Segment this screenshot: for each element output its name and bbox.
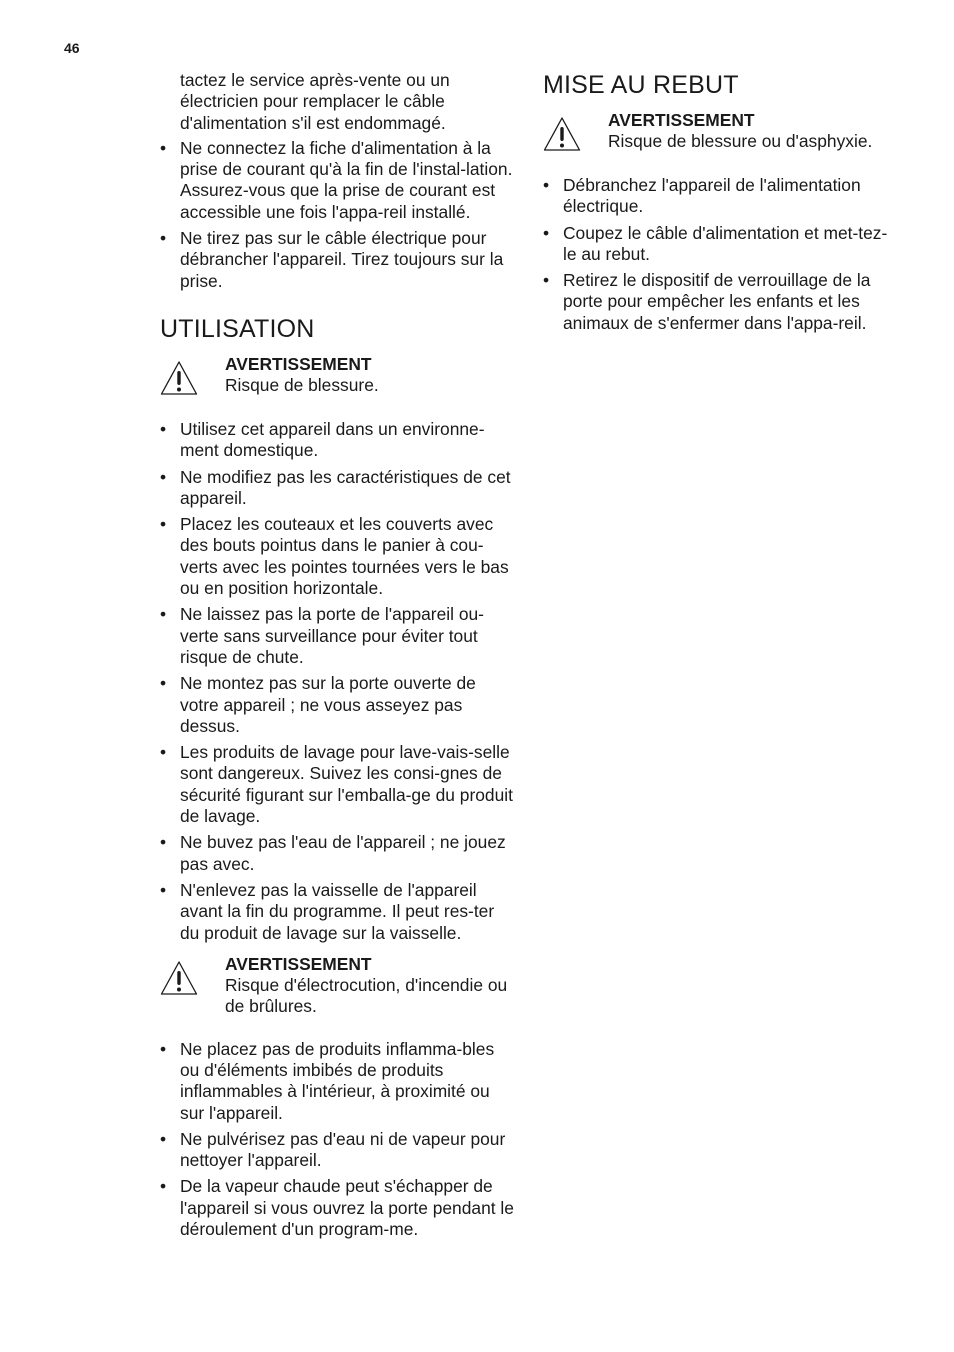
list-item-text: Ne buvez pas l'eau de l'appareil ; ne jouez pas avec.: [180, 832, 506, 874]
bullet-list-utilisation: [160, 419, 516, 944]
list-item: [160, 138, 516, 223]
bullet-dot: •: [160, 1038, 167, 1059]
list-item: [160, 673, 516, 737]
right-column: [543, 70, 895, 339]
list-item: [160, 1176, 516, 1240]
page-number: 46: [64, 40, 80, 56]
list-item: [160, 742, 516, 827]
list-item: [543, 270, 895, 334]
list-item-text: Ne placez pas de produits inflamma-bles ou d'éléments imbibés de produits inflammables à l'intérieur, à proximité ou sur l'appareil.: [180, 1038, 495, 1123]
list-item-text: Ne modifiez pas les caractéristiques de cet appareil.: [180, 466, 511, 508]
list-item-text: Ne laissez pas la porte de l'appareil ou-verte sans surveillance pour éviter tout risque de chute.: [180, 604, 484, 667]
list-item-text: Les produits de lavage pour lave-vais-selle sont dangereux. Suivez les consi-gnes de sécurité figurant sur l'emballa-ge du produit de lavage.: [180, 742, 513, 827]
bullet-dot: •: [160, 742, 167, 763]
warning-title: AVERTISSEMENT: [225, 953, 372, 974]
list-item-text: N'enlevez pas la vaisselle de l'appareil avant la fin du programme. Il peut res-ter du produit de lavage sur la vaisselle.: [180, 879, 495, 943]
list-item-text: Utilisez cet appareil dans un environne-ment domestique.: [180, 418, 485, 461]
bullet-dot: •: [543, 270, 550, 291]
list-item: [543, 175, 895, 218]
bullet-dot: •: [160, 418, 167, 439]
warning-title: AVERTISSEMENT: [225, 353, 372, 374]
bullet-dot: •: [160, 1128, 167, 1149]
list-item-text: Débranchez l'appareil de l'alimentation électrique.: [563, 175, 861, 217]
list-item: [160, 1039, 516, 1124]
warning-title: AVERTISSEMENT: [608, 110, 755, 130]
continuation-paragraph: tactez le service après-vente ou un électricien pour remplacer le câble d'alimentation s'il est endommagé.: [180, 70, 450, 133]
bullet-dot: •: [543, 222, 550, 243]
bullet-dot: •: [160, 466, 167, 487]
list-item: [160, 1129, 516, 1172]
list-item-text: Retirez le dispositif de verrouillage de la porte pour empêcher les enfants et les animaux de s'enfermer dans l'appa-reil.: [563, 270, 871, 333]
warning-text: Risque d'électrocution, d'incendie ou de brûlures.: [225, 975, 508, 1017]
left-column: [160, 70, 516, 1245]
list-item-text: Ne tirez pas sur le câble électrique pour débrancher l'appareil. Tirez toujours sur la prise.: [180, 228, 504, 291]
bullet-list-top: [160, 138, 516, 292]
warning-triangle-icon: [160, 960, 198, 996]
list-item: [160, 604, 516, 668]
list-item: [160, 228, 516, 292]
warning-box: [160, 954, 516, 1018]
section-title-mise-au-rebut: MISE AU REBUT: [543, 71, 739, 99]
section-title-utilisation: UTILISATION: [160, 314, 315, 343]
list-item-text: Coupez le câble d'alimentation et met-tez-le au rebut.: [563, 222, 888, 264]
list-item-text: Ne pulvérisez pas d'eau ni de vapeur pour nettoyer l'appareil.: [180, 1128, 506, 1171]
list-item-text: Placez les couteaux et les couverts avec des bouts pointus dans le panier à cou-verts avec les pointes tournées vers le bas ou en position horizontale.: [180, 514, 509, 599]
warning-text: Risque de blessure.: [225, 375, 379, 396]
list-item: [160, 832, 516, 875]
bullet-dot: •: [160, 673, 167, 694]
bullet-dot: •: [160, 879, 167, 900]
bullet-dot: •: [160, 1176, 167, 1197]
warning-triangle-icon: [543, 116, 581, 152]
list-item-text: Ne montez pas sur la porte ouverte de votre appareil ; ne vous asseyez pas dessus.: [180, 673, 476, 736]
list-item: [160, 419, 516, 462]
bullet-list-fire-risk: [160, 1039, 516, 1241]
list-item: [160, 880, 516, 944]
warning-box: [543, 110, 895, 154]
bullet-list-disposal: [543, 175, 895, 334]
bullet-dot: •: [160, 514, 167, 535]
bullet-dot: •: [160, 604, 167, 625]
warning-triangle-icon: [160, 360, 198, 396]
list-item-text: De la vapeur chaude peut s'échapper de l'appareil si vous ouvrez la porte pendant le déroulement d'un program-me.: [180, 1176, 514, 1240]
list-item: [160, 467, 516, 510]
list-item-text: Ne connectez la fiche d'alimentation à la prise de courant qu'à la fin de l'instal-lation. Assurez-vous que la prise de courant est accessible une fois l'appa-reil installé.: [180, 137, 513, 222]
list-item: [160, 514, 516, 599]
warning-box: [160, 354, 516, 398]
bullet-dot: •: [543, 175, 550, 195]
bullet-dot: •: [160, 228, 167, 249]
list-item: [543, 223, 895, 266]
warning-text: Risque de blessure ou d'asphyxie.: [608, 131, 873, 152]
bullet-dot: •: [160, 832, 167, 853]
bullet-dot: •: [160, 137, 167, 158]
